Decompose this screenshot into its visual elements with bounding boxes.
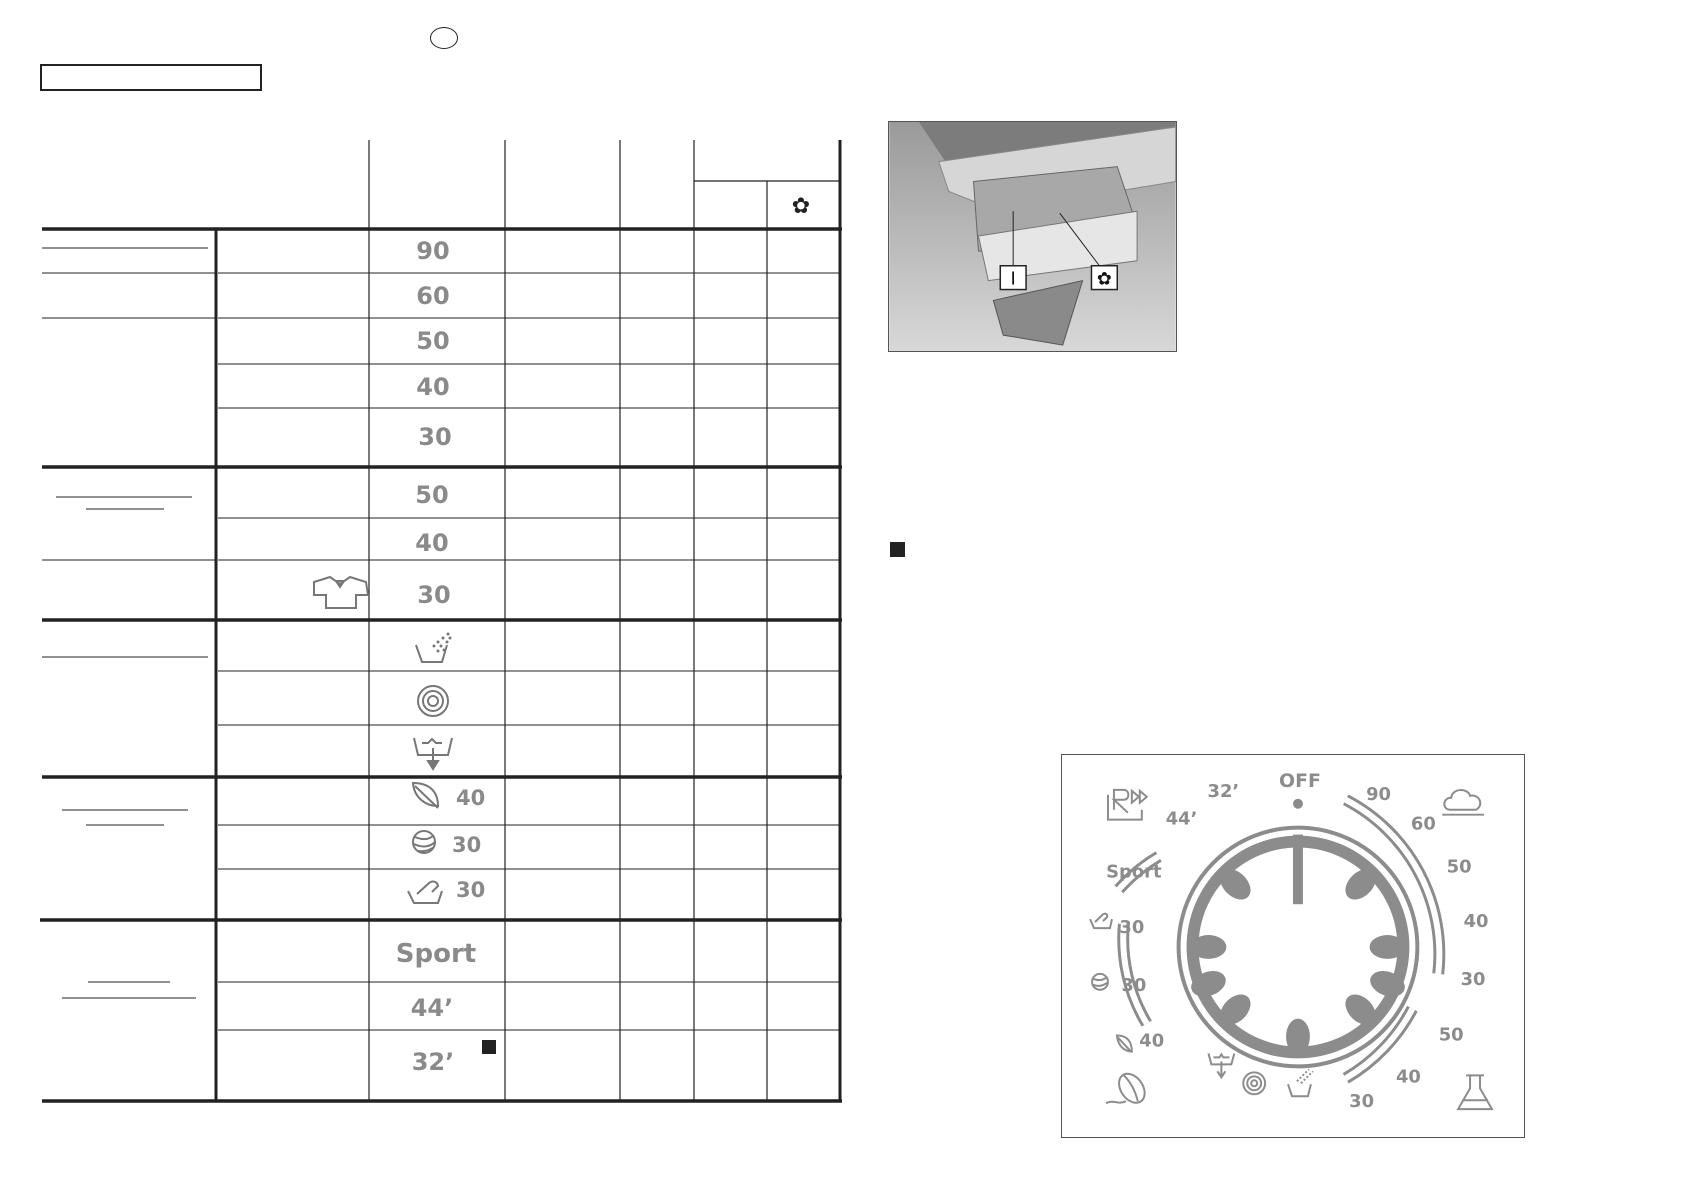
dial-label-50-synthetic: 50 <box>1438 1024 1464 1046</box>
spin-icon <box>418 686 448 716</box>
dial-label-44min: 44’ <box>1165 808 1198 830</box>
detergent-drawer-illustration <box>888 121 1177 352</box>
section-title-box <box>40 64 262 91</box>
delicates-feather-icon <box>1117 1036 1132 1053</box>
language-badge <box>430 27 458 49</box>
dial-label-40: 40 <box>1463 911 1489 933</box>
rapid-icon <box>1108 790 1147 820</box>
wool-icon <box>413 831 435 853</box>
synthetic-icon <box>1458 1075 1492 1109</box>
softener-compartment-label: ✿ <box>1096 268 1112 290</box>
temp-40-delicates: 40 <box>456 786 486 810</box>
square-marker <box>482 1040 496 1054</box>
hand-wash-icon <box>408 882 442 903</box>
dial-label-wool-30: 30 <box>1121 974 1147 996</box>
drain-icon <box>414 738 452 769</box>
dial-label-60: 60 <box>1410 813 1436 835</box>
temp-40: 40 <box>416 373 450 401</box>
drain-icon <box>1208 1053 1234 1077</box>
dial-label-sport: Sport <box>1106 861 1162 883</box>
time-32-label: 32’ <box>411 1048 455 1076</box>
dial-label-50: 50 <box>1446 856 1472 878</box>
temp-30-wool: 30 <box>452 833 482 857</box>
prewash-compartment-label: I <box>1010 268 1016 290</box>
temp-50-synthetic: 50 <box>415 481 449 509</box>
dial-off-label: OFF <box>1279 769 1321 792</box>
temp-60: 60 <box>416 282 450 310</box>
dial-label-30: 30 <box>1460 968 1486 990</box>
temp-30-hand: 30 <box>456 878 486 902</box>
delicates-feather-icon <box>413 783 438 808</box>
programme-dial-panel <box>1061 754 1525 1138</box>
time-44-label: 44’ <box>410 994 454 1022</box>
dial-label-30-synthetic: 30 <box>1349 1091 1375 1113</box>
wool-skein-icon <box>1106 1069 1150 1108</box>
bullet-marker <box>890 542 905 557</box>
temp-40-synthetic: 40 <box>415 529 449 557</box>
rinse-icon <box>416 633 452 663</box>
temp-50: 50 <box>416 327 450 355</box>
shirt-icon <box>314 577 368 608</box>
knob-pointer <box>1293 835 1303 905</box>
spin-icon <box>1243 1072 1265 1094</box>
wool-icon <box>1092 974 1108 990</box>
dial-label-hand-30: 30 <box>1119 917 1145 939</box>
dial-label-delicate-40: 40 <box>1139 1030 1165 1052</box>
temp-30-shirts: 30 <box>417 581 451 609</box>
dial-label-90: 90 <box>1366 783 1392 805</box>
temp-90: 90 <box>416 237 450 265</box>
dial-label-32min: 32’ <box>1207 780 1240 802</box>
cotton-icon <box>1442 790 1484 815</box>
temp-30: 30 <box>418 423 452 451</box>
sport-label: Sport <box>395 939 477 969</box>
programme-table <box>40 140 850 1105</box>
dial-label-40-synthetic: 40 <box>1395 1066 1421 1088</box>
softener-column-header: ✿ <box>791 194 811 219</box>
rinse-icon <box>1288 1069 1313 1096</box>
hand-wash-icon <box>1090 914 1112 928</box>
